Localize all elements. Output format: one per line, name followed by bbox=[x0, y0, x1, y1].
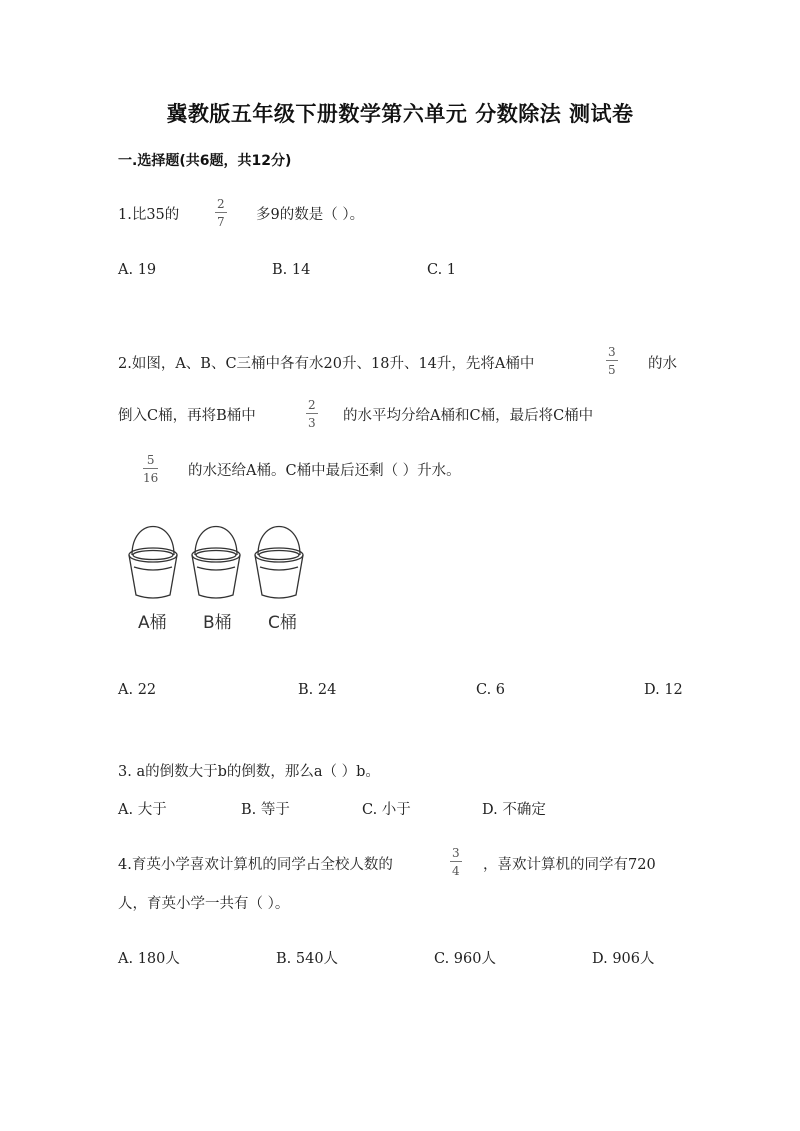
q2-fraction-1-numerator: 3 bbox=[608, 345, 616, 359]
q2-fraction-3-denominator: 16 bbox=[143, 471, 159, 485]
q2-option-a[interactable]: A. 22 bbox=[118, 682, 157, 698]
q3-option-a[interactable]: A. 大于 bbox=[118, 802, 167, 818]
q4-line1-text: 4.育英小学喜欢计算机的同学占全校人数的 bbox=[118, 857, 393, 873]
q1-text-post: 多9的数是（ ）。 bbox=[256, 207, 365, 223]
q4-line1-end: ，喜欢计算机的同学有720 bbox=[483, 857, 656, 873]
q2-fraction-2-numerator: 2 bbox=[308, 398, 316, 412]
q3-text: 3. a的倒数大于b的倒数，那么a（ ）b。 bbox=[118, 764, 380, 780]
q2-line2-text: 倒入C桶，再将B桶中 bbox=[118, 408, 256, 424]
q1-option-a[interactable]: A. 19 bbox=[118, 262, 157, 278]
q2-option-b[interactable]: B. 24 bbox=[298, 682, 337, 698]
bucket-c-label: C桶 bbox=[268, 613, 297, 633]
q3-option-b[interactable]: B. 等于 bbox=[241, 802, 290, 818]
q4-fraction-numerator: 3 bbox=[452, 846, 460, 860]
section-heading: 一.选择题(共6题，共12分) bbox=[118, 153, 292, 169]
q2-line1-end: 的水 bbox=[648, 356, 677, 372]
q3-option-c[interactable]: C. 小于 bbox=[362, 802, 411, 818]
q2-option-d[interactable]: D. 12 bbox=[644, 682, 683, 698]
q4-option-a[interactable]: A. 180人 bbox=[118, 951, 180, 967]
q4-fraction bbox=[450, 847, 462, 877]
q2-line3-text: 的水还给A桶。C桶中最后还剩（ ）升水。 bbox=[188, 463, 461, 479]
q1-fraction-numerator: 2 bbox=[217, 197, 225, 211]
q2-option-c[interactable]: C. 6 bbox=[476, 682, 506, 698]
bucket-b-icon bbox=[192, 527, 240, 599]
q1-option-b[interactable]: B. 14 bbox=[272, 262, 311, 278]
page-title: 冀教版五年级下册数学第六单元 分数除法 测试卷 bbox=[166, 102, 634, 126]
q1-text-pre: 1.比35的 bbox=[118, 207, 180, 223]
q4-fraction-denominator: 4 bbox=[452, 864, 460, 878]
q1-fraction-denominator: 7 bbox=[217, 215, 225, 229]
q4-option-d[interactable]: D. 906人 bbox=[592, 951, 655, 967]
q2-fraction-3-numerator: 5 bbox=[146, 453, 155, 467]
q2-line2-end: 的水平均分给A桶和C桶，最后将C桶中 bbox=[343, 408, 594, 424]
buckets-illustration bbox=[118, 515, 318, 605]
q2-fraction-2-denominator: 3 bbox=[308, 416, 316, 430]
q4-option-c[interactable]: C. 960人 bbox=[434, 951, 496, 967]
bucket-a-label: A桶 bbox=[138, 613, 167, 633]
q4-line2-text: 人，育英小学一共有（ ）。 bbox=[118, 896, 290, 912]
q2-fraction-1 bbox=[606, 346, 618, 376]
bucket-c-icon bbox=[255, 527, 303, 599]
bucket-b-label: B桶 bbox=[203, 613, 232, 633]
q3-option-d[interactable]: D. 不确定 bbox=[482, 802, 546, 818]
q1-option-c[interactable]: C. 1 bbox=[427, 262, 457, 278]
q2-fraction-3 bbox=[143, 454, 158, 484]
q2-line1-text: 2.如图，A、B、C三桶中各有水20升、18升、14升，先将A桶中 bbox=[118, 356, 535, 372]
q2-fraction-2 bbox=[306, 399, 318, 429]
q2-fraction-1-denominator: 5 bbox=[608, 363, 616, 377]
q1-fraction bbox=[215, 198, 227, 228]
bucket-a-icon bbox=[129, 527, 177, 599]
q4-option-b[interactable]: B. 540人 bbox=[276, 951, 339, 967]
